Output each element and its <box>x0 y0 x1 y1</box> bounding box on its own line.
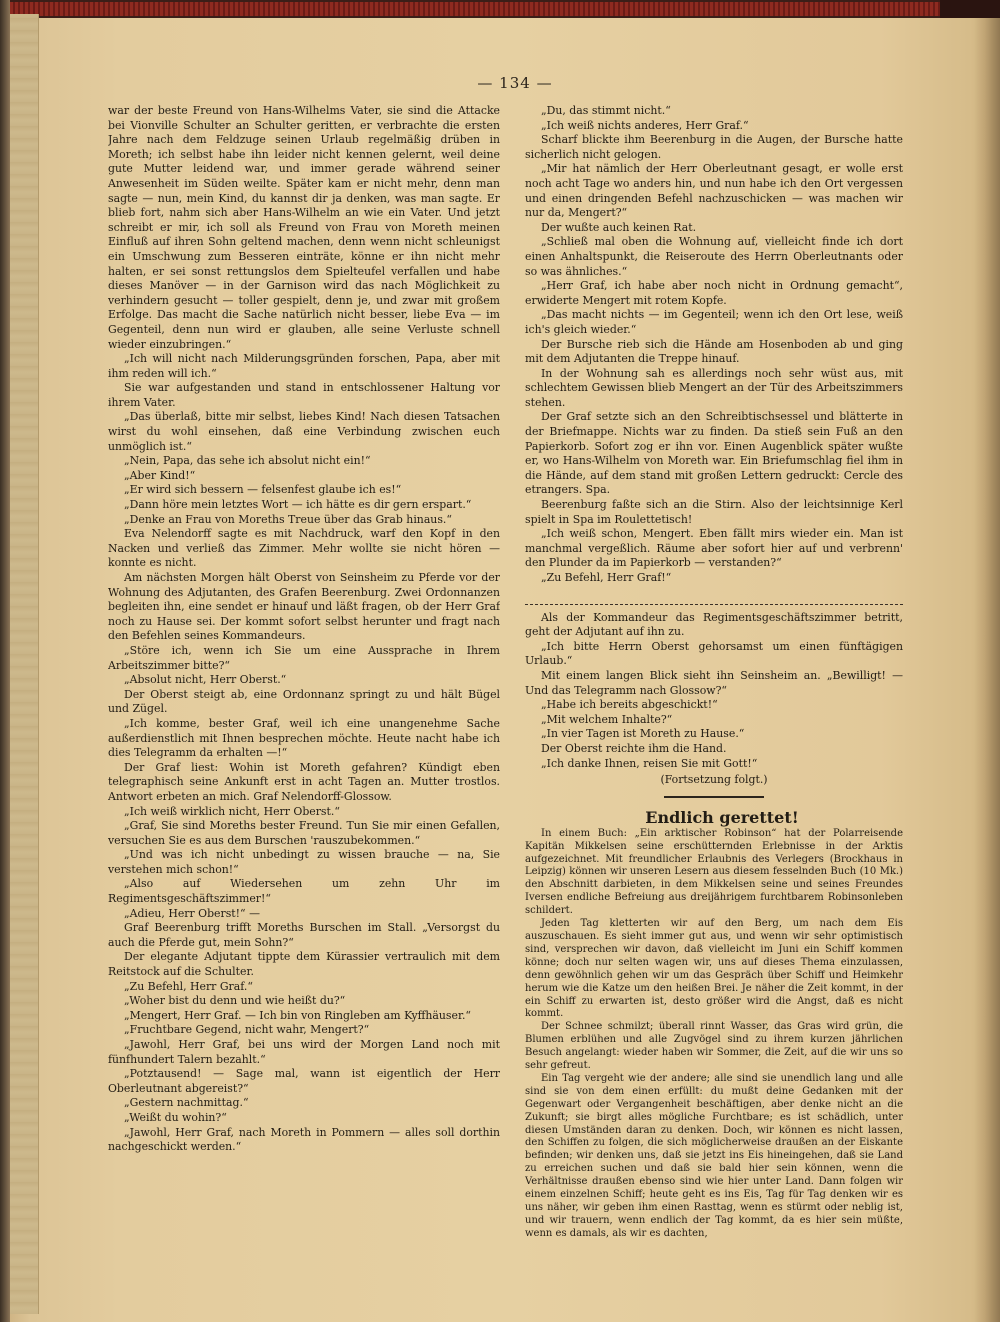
paragraph: Der Graf liest: Wohin ist Moreth gefahren? Kündigt eben telegraphisch seine Ankunft erst in acht Tagen an. Mutter trostlos. Antwort erbeten an mich. Graf Nelendorff-Glossow. <box>108 760 500 803</box>
story-continuation <box>525 104 903 586</box>
paragraph: In der Wohnung sah es allerdings noch sehr wüst aus, mit schlechtem Gewissen blieb Mengert an der Tür des Arbeitszimmers stehen. <box>525 366 903 409</box>
dark-corner <box>940 0 1000 18</box>
paragraph: „Adieu, Herr Oberst!“ — <box>124 906 260 920</box>
paragraph: „Er wird sich bessern — felsenfest glaube ich es!“ <box>124 483 402 497</box>
paragraph: „Denke an Frau von Moreths Treue über das Grab hinaus.“ <box>124 512 452 526</box>
paragraph: Der Bursche rieb sich die Hände am Hosenboden ab und ging mit dem Adjutanten die Treppe hinauf. <box>525 337 903 366</box>
left-column <box>108 104 500 1264</box>
paragraph: „Jawohl, Herr Graf, nach Moreth in Pommern — alles soll dorthin nachgeschickt werden.“ <box>108 1125 500 1154</box>
right-column <box>525 104 903 1264</box>
paragraph: Ein Tag vergeht wie der andere; alle sind sie unendlich lang und alle sind sie von dem einen erfüllt: du mußt deine Gedanken mit der Gegenwart oder Vergangenheit beschäftigen, aber denke nicht an die Zukunft; sie birgt alles mögliche Furchtbare; es ist schädlich, unter diesen Umständen daran zu denken. Doch, wir können es nicht lassen, den Schiffen zu folgen, die sich möglicherweise draußen an der Eiskante befinden; wir denken uns, daß sie jetzt ins Eis hineingehen, daß sie Land zu erreichen suchen und daß sie bald hier sein können, wenn die Verhältnisse draußen ebenso sind wie hier unter Land. Dann folgen wir einem einzelnen Schiff; heute geht es ins Eis, Tag für Tag denken wir es uns näher, wir geben ihm einen Rasttag, wenn es stürmt oder neblig ist, und wir trauern, wenn endlich der Tag kommt, da es hier sein müßte, wenn es damals, als wir es dachten, <box>525 1072 903 1239</box>
heading-rule <box>664 796 764 798</box>
paragraph: Am nächsten Morgen hält Oberst von Seinsheim zu Pferde vor der Wohnung des Adjutanten, des Grafen Beerenburg. Zwei Ordonnanzen begleiten ihn, eine sendet er hinauf und läßt fragen, ob der Herr Graf noch zu Hause sei. Der kommt sofort selbst herunter und fragt nach den Befehlen seines Kommandeurs. <box>108 571 500 643</box>
left-edge <box>0 0 10 1322</box>
paragraph: „Aber Kind!“ <box>124 468 196 482</box>
article-title: Endlich gerettet! <box>645 807 799 827</box>
paragraph: Sie war aufgestanden und stand in entschlossener Haltung vor ihrem Vater. <box>108 381 500 409</box>
fortsetzung-note: (Fortsetzung folgt.) <box>660 773 768 787</box>
paragraph: Der Oberst reichte ihm die Hand. <box>541 741 727 755</box>
paragraph: „Zu Befehl, Herr Graf.“ <box>124 979 253 993</box>
paragraph: Der Graf setzte sich an den Schreibtischsessel und blätterte in der Briefmappe. Nichts war zu finden. Da stieß sein Fuß an den Papierkorb. Sofort zog er ihn vor. Einen Augenblick später wußte er, wo Hans-Wilhelm von Moreth war. Ein Briefumschlag fiel ihm in die Hände, auf dem stand mit großen Lettern gedruckt: Cercle des etrangers. Spa. <box>525 410 903 497</box>
paragraph: „Nein, Papa, das sehe ich absolut nicht ein!“ <box>124 454 371 468</box>
paragraph: Eva Nelendorff sagte es mit Nachdruck, warf den Kopf in den Nacken und verließ das Zimmer. Mehr wollte sie nicht hören — konnte es nicht. <box>108 527 500 570</box>
paragraph: „Dann höre mein letztes Wort — ich hätte es dir gern erspart.“ <box>124 498 472 512</box>
paragraph: „In vier Tagen ist Moreth zu Hause.“ <box>541 727 745 741</box>
paragraph: Beerenburg faßte sich an die Stirn. Also der leichtsinnige Kerl spielt in Spa im Roulettetisch! <box>525 498 903 526</box>
paragraph: „Ich weiß nichts anderes, Herr Graf.“ <box>541 118 749 132</box>
paragraph: „Mit welchem Inhalte?“ <box>541 712 673 726</box>
paragraph: „Potztausend! — Sage mal, wann ist eigentlich der Herr Oberleutnant abgereist?“ <box>108 1067 500 1095</box>
paragraph: „Ich bitte Herrn Oberst gehorsamst um einen fünftägigen Urlaub.“ <box>525 639 903 668</box>
paragraph: war der beste Freund von Hans-Wilhelms Vater, sie sind die Attacke bei Vionville Schulter an Schulter geritten, er verbrachte die ersten Jahre nach dem Feldzuge seinen Urlaub regelmäßig drüben in Moreth; ich selbst habe ihn leider nicht kennen gelernt, weil deine gute Mutter leidend war, und immer gerade während seiner Anwesenheit im Süden weilte. Später kam er nicht mehr, denn man sagte — nun, mein Kind, du kannst dir ja denken, was man sagte. Er blieb fort, nahm sich aber Hans-Wilhelm an wie ein Vater. Und jetzt schreibt er mir, ich soll als Freund von Frau von Moreth meinen Einfluß auf ihren Sohn geltend machen, denn wenn nicht schleunigst ein Umschwung zum Besseren einträte, könne er ihn nicht mehr halten, er sei sonst rettungslos dem Spielteufel verfallen und habe dieses Manöver — in der Garnison wird das nach Möglichkeit zu verhindern gesucht — toller gespielt, denn je, und zwar mit großem Erfolge. Das macht die Sache natürlich nicht besser, liebe Eva — im Gegenteil, denn nun wird er glauben, alle seine Verluste schnell wieder einzubringen.“ <box>108 104 500 351</box>
paragraph: Mit einem langen Blick sieht ihn Seinsheim an. „Bewilligt! — Und das Telegramm nach Glossow?“ <box>525 668 903 697</box>
right-page-edge <box>974 18 1000 1322</box>
red-stripe <box>10 2 940 16</box>
paragraph: Jeden Tag kletterten wir auf den Berg, um nach dem Eis auszuschauen. Es sieht immer gut aus, und wenn wir sehr optimistisch sind, versprechen wir davon, daß vielleicht im Juni ein Schiff kommen könne; doch nur selten wagen wir, uns auf dieses Thema einzulassen, denn gewöhnlich gehen wir um das Gespräch über Schiff und Heimkehr herum wie die Katze um den heißen Brei. Je näher die Zeit kommt, in der ein Schiff zu erwarten ist, desto größer wird die Angst, daß es nicht kommt. <box>525 918 903 1020</box>
paragraph: „Ich weiß wirklich nicht, Herr Oberst.“ <box>124 804 340 818</box>
paragraph: „Weißt du wohin?“ <box>124 1110 227 1124</box>
paragraph: „Ich komme, bester Graf, weil ich eine unangenehme Sache außerdienstlich mit Ihnen besprechen möchte. Heute nacht habe ich dies Telegramm da erhalten —!“ <box>108 716 500 760</box>
section-divider <box>525 586 903 605</box>
paragraph: „Ich will nicht nach Milderungsgründen forschen, Papa, aber mit ihm reden will ich.“ <box>108 352 500 380</box>
article-body <box>525 828 903 1241</box>
paragraph: Der elegante Adjutant tippte dem Kürassier vertraulich mit dem Reitstock auf die Schulter. <box>108 950 500 979</box>
paragraph: „Jawohl, Herr Graf, bei uns wird der Morgen Land noch mit fünfhundert Talern bezahlt.“ <box>108 1038 500 1066</box>
paragraph: „Mir hat nämlich der Herr Oberleutnant gesagt, er wolle erst noch acht Tage wo anders hin, und nun habe ich den Ort vergessen und einen dringenden Befehl nachzuschicken — was machen wir nur da, Mengert?“ <box>525 162 903 220</box>
paragraph: In einem Buch: „Ein arktischer Robinson“ hat der Polarreisende Kapitän Mikkelsen seine erschütternden Erlebnisse in der Arktis aufgezeichnet. Mit freundlicher Erlaubnis des Verlegers (Brockhaus in Leipzig) können wir unseren Lesern aus diesem fesselnden Buch (10 Mk.) den Abschnitt darbieten, in dem Mikkelsen seine und seines Freundes Iversen endliche Befreiung aus dreijährigem furchtbarem Robinsonleben schildert. <box>525 827 903 917</box>
paragraph: „Graf, Sie sind Moreths bester Freund. Tun Sie mir einen Gefallen, versuchen Sie es aus dem Burschen 'rauszubekommen.“ <box>108 819 500 847</box>
story-ending <box>525 611 903 772</box>
paragraph: „Gestern nachmittag.“ <box>124 1096 249 1110</box>
paragraph: „Mengert, Herr Graf. — Ich bin von Ringleben am Kyffhäuser.“ <box>124 1008 471 1022</box>
paragraph: Scharf blickte ihm Beerenburg in die Augen, der Bursche hatte sicherlich nicht gelogen. <box>525 133 903 161</box>
paragraph: Graf Beerenburg trifft Moreths Burschen im Stall. „Versorgst du auch die Pferde gut, mein Sohn?“ <box>108 921 500 949</box>
paragraph: „Woher bist du denn und wie heißt du?“ <box>124 994 346 1008</box>
paragraph: „Also auf Wiedersehen um zehn Uhr im Regimentsgeschäftszimmer!“ <box>108 877 500 906</box>
paragraph: „Schließ mal oben die Wohnung auf, vielleicht finde ich dort einen Anhaltspunkt, die Reiseroute des Herrn Oberleutnants oder so was ähnliches.“ <box>525 235 903 278</box>
paragraph: Der Oberst steigt ab, eine Ordonnanz springt zu und hält Bügel und Zügel. <box>108 687 500 716</box>
paragraph: Der wußte auch keinen Rat. <box>541 220 697 234</box>
paragraph: „Und was ich nicht unbedingt zu wissen brauche — na, Sie verstehen mich schon!“ <box>108 848 500 876</box>
paragraph: „Zu Befehl, Herr Graf!“ <box>541 571 672 584</box>
paragraph: „Das überlaß, bitte mir selbst, liebes Kind! Nach diesen Tatsachen wirst du wohl einsehen, daß eine Verbindung zwischen euch unmöglich ist.“ <box>108 410 500 453</box>
paragraph: „Ich danke Ihnen, reisen Sie mit Gott!“ <box>541 756 758 770</box>
paragraph: „Störe ich, wenn ich Sie um eine Aussprache in Ihrem Arbeitszimmer bitte?“ <box>108 643 500 672</box>
binding-strip <box>10 14 39 1314</box>
paragraph: „Habe ich bereits abgeschickt!“ <box>541 698 718 712</box>
top-binding-band <box>0 0 1000 18</box>
paragraph: Als der Kommandeur das Regimentsgeschäftszimmer betritt, geht der Adjutant auf ihn zu. <box>525 610 903 639</box>
paragraph: „Absolut nicht, Herr Oberst.“ <box>124 673 287 687</box>
page-number: — 134 — <box>477 74 553 92</box>
paragraph: Der Schnee schmilzt; überall rinnt Wasser, das Gras wird grün, die Blumen erblühen und alle Zugvögel sind zu ihrem kurzen jährlichen Besuch angelangt: wieder haben wir Sommer, die Zeit, auf die wir uns so sehr gefreut. <box>525 1021 903 1072</box>
paragraph: „Das macht nichts — im Gegenteil; wenn ich den Ort lese, weiß ich's gleich wieder.“ <box>525 308 903 336</box>
paragraph: „Ich weiß schon, Mengert. Eben fällt mirs wieder ein. Man ist manchmal vergeßlich. Räume aber sofort hier auf und verbrenn' den Plunder da im Papierkorb — verstanden?“ <box>525 527 903 570</box>
paragraph: „Herr Graf, ich habe aber noch nicht in Ordnung gemacht“, erwiderte Mengert mit rotem Kopfe. <box>525 279 903 307</box>
paragraph: „Fruchtbare Gegend, nicht wahr, Mengert?“ <box>124 1023 370 1037</box>
paragraph: „Du, das stimmt nicht.“ <box>541 104 671 117</box>
